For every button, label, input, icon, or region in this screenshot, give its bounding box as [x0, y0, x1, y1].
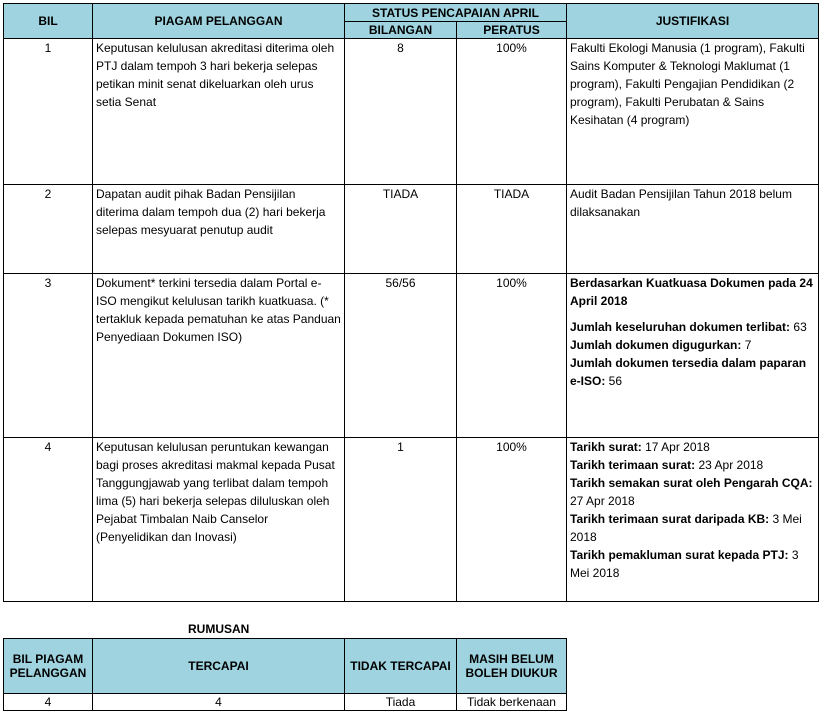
just-label: Tarikh terimaan surat daripada KB: — [570, 512, 770, 526]
summary-header-bil: BIL PIAGAM PELANGGAN — [4, 639, 93, 694]
status-table — [3, 3, 819, 602]
header-bil: BIL — [4, 4, 93, 39]
summary-bil: 4 — [4, 694, 93, 711]
table-row — [4, 274, 819, 438]
just-value: 27 Apr 2018 — [570, 494, 635, 508]
row-bilangan: 56/56 — [345, 274, 457, 438]
header-status: STATUS PENCAPAIAN APRIL — [345, 4, 567, 22]
just-value: 63 — [790, 320, 807, 334]
row-bil: 2 — [4, 185, 93, 274]
just-label: Tarikh terimaan surat: — [570, 458, 696, 472]
just-value: 17 Apr 2018 — [641, 440, 710, 454]
just-label: Jumlah dokumen tersedia dalam paparan e-ISO: — [570, 356, 807, 388]
table-row — [4, 438, 819, 602]
summary-header-tidak: TIDAK TERCAPAI — [345, 639, 457, 694]
table-row — [4, 39, 819, 185]
just-value: 7 — [741, 338, 752, 352]
row-bilangan: TIADA — [345, 185, 457, 274]
just-value: 56 — [605, 374, 623, 388]
just-label: Jumlah dokumen digugurkan: — [570, 338, 742, 352]
just-label: Tarikh pemakluman surat kepada PTJ: — [570, 548, 789, 562]
row-justifikasi — [567, 438, 819, 602]
header-justifikasi: JUSTIFIKASI — [567, 4, 819, 39]
summary-row — [4, 694, 567, 711]
row-piagam: Dokument* terkini tersedia dalam Portal e-ISO mengikut kelulusan tarikh kuatkuasa. (* tertakluk kepada pematuhan ke atas Panduan Penyediaan Dokumen ISO) — [93, 274, 345, 438]
summary-tercapai: 4 — [93, 694, 345, 711]
summary-title: RUMUSAN — [188, 622, 250, 636]
header-bilangan: BILANGAN — [345, 22, 457, 39]
just-value: 3 Mei 2018 — [570, 512, 802, 544]
row-bil: 3 — [4, 274, 93, 438]
summary-masih: Tidak berkenaan — [457, 694, 567, 711]
header-piagam: PIAGAM PELANGGAN — [93, 4, 345, 39]
row-bilangan: 1 — [345, 438, 457, 602]
row-justifikasi — [567, 274, 819, 438]
row-bilangan: 8 — [345, 39, 457, 185]
table-row — [4, 185, 819, 274]
summary-tidak: Tiada — [345, 694, 457, 711]
row-peratus: TIADA — [457, 185, 567, 274]
row-piagam: Keputusan kelulusan akreditasi diterima oleh PTJ dalam tempoh 3 hari bekerja selepas petikan minit senat dikeluarkan oleh urus setia Senat — [93, 39, 345, 185]
just-label: Jumlah keseluruhan dokumen terlibat: — [570, 320, 791, 334]
row-piagam: Dapatan audit pihak Badan Pensijilan diterima dalam tempoh dua (2) hari bekerja selepas mesyuarat penutup audit — [93, 185, 345, 274]
row-justifikasi: Audit Badan Pensijilan Tahun 2018 belum dilaksanakan — [567, 185, 819, 274]
just-label: Tarikh surat: — [570, 440, 642, 454]
row-peratus: 100% — [457, 438, 567, 602]
summary-header-tercapai: TERCAPAI — [93, 639, 345, 694]
row-bil: 4 — [4, 438, 93, 602]
row-justifikasi: Fakulti Ekologi Manusia (1 program), Fakulti Sains Komputer & Teknologi Maklumat (1 program), Fakulti Pengajian Pendidikan (2 program), Fakulti Perubatan & Sains Kesihatan (4 program) — [567, 39, 819, 185]
just-label: Tarikh semakan surat oleh Pengarah CQA: — [570, 476, 813, 490]
just-value: 3 Mei 2018 — [570, 548, 799, 580]
just-value: 23 Apr 2018 — [695, 458, 764, 472]
row-peratus: 100% — [457, 274, 567, 438]
just-heading: Berdasarkan Kuatkuasa Dokumen pada 24 April 2018 — [570, 276, 813, 308]
row-piagam: Keputusan kelulusan peruntukan kewangan bagi proses akreditasi makmal kepada Pusat Tanggungjawab yang terlibat dalam tempoh lima (5) hari bekerja selepas diluluskan oleh Pejabat Timbalan Naib Canselor (Penyelidikan dan Inovasi) — [93, 438, 345, 602]
summary-table — [3, 638, 567, 711]
header-peratus: PERATUS — [457, 22, 567, 39]
row-peratus: 100% — [457, 39, 567, 185]
row-bil: 1 — [4, 39, 93, 185]
summary-header-masih: MASIH BELUM BOLEH DIUKUR — [457, 639, 567, 694]
